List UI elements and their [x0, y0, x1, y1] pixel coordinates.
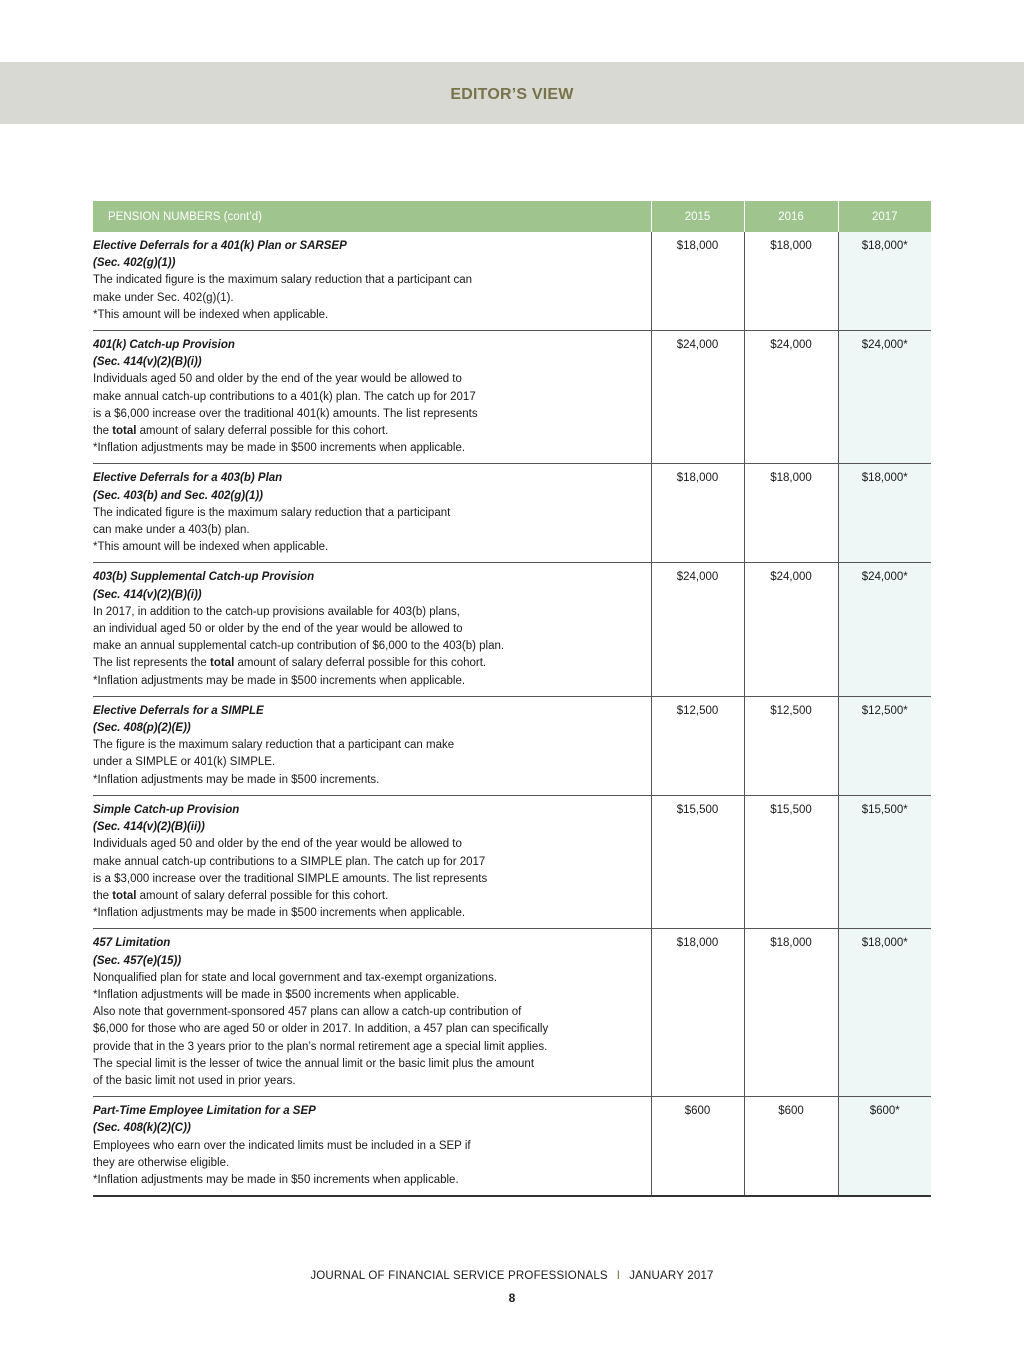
value-2015: $18,000: [651, 929, 744, 1097]
provision-text-line: make annual catch-up contributions to a SIMPLE plan. The catch up for 2017: [93, 855, 486, 868]
emphasis-total: total: [209, 657, 235, 670]
provision-text-line: In 2017, in addition to the catch-up provisions available for 403(b) plans,: [93, 605, 460, 618]
value-2016: $24,000: [744, 563, 838, 696]
column-header-2015: 2015: [651, 201, 744, 232]
table-row: [93, 929, 931, 1097]
provision-title-line: Part-Time Employee Limitation for a SEP: [93, 1105, 316, 1118]
page-footer: [0, 1270, 1024, 1282]
provision-text-line: an individual aged 50 or older by the end of the year would be allowed to: [93, 623, 463, 636]
footer-separator: I: [616, 1270, 621, 1282]
value-2016: $18,000: [744, 232, 838, 331]
provision-title-line: Elective Deferrals for a 401(k) Plan or SARSEP: [93, 240, 347, 252]
provision-title-line: 401(k) Catch-up Provision: [93, 339, 235, 352]
column-header-2016: 2016: [744, 201, 838, 232]
section-banner: [0, 62, 1024, 124]
provision-text-line: Employees who earn over the indicated limits must be included in a SEP if: [93, 1139, 471, 1152]
provision-text-line: The figure is the maximum salary reduction that a participant can make: [93, 739, 455, 752]
provision-text-line: Nonqualified plan for state and local government and tax-exempt organizations.: [93, 971, 498, 984]
column-header-2017: 2017: [838, 201, 931, 232]
pension-numbers-table: [93, 201, 931, 1197]
provision-title-line: 457 Limitation: [93, 937, 171, 950]
provision-text-line: the total amount of salary deferral possible for this cohort.: [93, 889, 389, 902]
emphasis-total: total: [112, 889, 137, 902]
provision-title-line: Elective Deferrals for a 403(b) Plan: [93, 472, 283, 485]
value-2017: $18,000*: [838, 464, 931, 563]
provision-title-line: Simple Catch-up Provision: [93, 803, 240, 816]
provision-title-line: (Sec. 403(b) and Sec. 402(g)(1)): [93, 489, 263, 502]
table-header-row: [93, 201, 931, 232]
provision-title-line: 403(b) Supplemental Catch-up Provision: [93, 571, 315, 584]
provision-title-line: (Sec. 402(g)(1)): [93, 257, 176, 270]
table-row: [93, 232, 931, 331]
provision-description: [93, 929, 651, 1097]
provision-text-line: Individuals aged 50 and older by the end of the year would be allowed to: [93, 838, 462, 851]
provision-text-line: of the basic limit not used in prior years.: [93, 1074, 296, 1087]
value-2015: $600: [651, 1097, 744, 1197]
value-2016: $15,500: [744, 795, 838, 928]
provision-text-line: Individuals aged 50 and older by the end of the year would be allowed to: [93, 373, 462, 386]
provision-text-line: *This amount will be indexed when applicable.: [93, 308, 329, 321]
provision-description: [93, 1097, 651, 1197]
table-row: [93, 696, 931, 795]
value-2016: $24,000: [744, 331, 838, 464]
column-header-label: PENSION NUMBERS (cont’d): [93, 201, 651, 232]
value-2017: $12,500*: [838, 696, 931, 795]
value-2015: $24,000: [651, 563, 744, 696]
provision-text-line: The list represents the total amount of salary deferral possible for this cohort.: [93, 657, 487, 670]
provision-text-line: under a SIMPLE or 401(k) SIMPLE.: [93, 756, 276, 769]
provision-text-line: The indicated figure is the maximum salary reduction that a participant can: [93, 274, 473, 287]
table-row: [93, 1097, 931, 1197]
provision-text-line: is a $6,000 increase over the traditional 401(k) amounts. The list represents: [93, 407, 478, 420]
provision-text-line: *Inflation adjustments may be made in $50 increments when applicable.: [93, 1173, 459, 1186]
provision-description: [93, 464, 651, 563]
provision-text-line: *This amount will be indexed when applicable.: [93, 541, 329, 554]
provision-text-line: the total amount of salary deferral possible for this cohort.: [93, 425, 389, 438]
value-2016: $18,000: [744, 464, 838, 563]
provision-title-line: (Sec. 414(v)(2)(B)(i)): [93, 356, 202, 369]
provision-description: [93, 795, 651, 928]
table-row: [93, 795, 931, 928]
provision-title-line: (Sec. 414(v)(2)(B)(ii)): [93, 821, 205, 834]
provision-text-line: make an annual supplemental catch-up contribution of $6,000 to the 403(b) plan.: [93, 640, 505, 653]
provision-text-line: they are otherwise eligible.: [93, 1156, 230, 1169]
provision-text-line: *Inflation adjustments may be made in $500 increments.: [93, 773, 380, 786]
table-row: [93, 464, 931, 563]
section-title: EDITOR’S VIEW: [450, 86, 574, 103]
value-2016: $600: [744, 1097, 838, 1197]
provision-title-line: Elective Deferrals for a SIMPLE: [93, 704, 264, 717]
value-2015: $24,000: [651, 331, 744, 464]
journal-name: JOURNAL OF FINANCIAL SERVICE PROFESSIONALS: [310, 1270, 608, 1282]
value-2016: $12,500: [744, 696, 838, 795]
value-2017: $18,000*: [838, 232, 931, 331]
provision-text-line: *Inflation adjustments will be made in $500 increments when applicable.: [93, 988, 460, 1001]
value-2016: $18,000: [744, 929, 838, 1097]
table-row: [93, 563, 931, 696]
value-2017: $15,500*: [838, 795, 931, 928]
table-row: [93, 331, 931, 464]
value-2017: $24,000*: [838, 563, 931, 696]
provision-description: [93, 563, 651, 696]
provision-text-line: make under Sec. 402(g)(1).: [93, 291, 234, 304]
provision-text-line: make annual catch-up contributions to a 401(k) plan. The catch up for 2017: [93, 390, 476, 403]
value-2017: $600*: [838, 1097, 931, 1197]
provision-text-line: The indicated figure is the maximum salary reduction that a participant: [93, 506, 451, 519]
provision-title-line: (Sec. 457(e)(15)): [93, 954, 182, 967]
value-2015: $15,500: [651, 795, 744, 928]
provision-description: [93, 696, 651, 795]
provision-description: [93, 331, 651, 464]
issue-date: JANUARY 2017: [629, 1270, 714, 1282]
value-2015: $12,500: [651, 696, 744, 795]
provision-text-line: provide that in the 3 years prior to the plan’s normal retirement age a special limit applies.: [93, 1040, 548, 1053]
value-2017: $18,000*: [838, 929, 931, 1097]
value-2017: $24,000*: [838, 331, 931, 464]
provision-text-line: *Inflation adjustments may be made in $500 increments when applicable.: [93, 907, 466, 920]
value-2015: $18,000: [651, 232, 744, 331]
value-2015: $18,000: [651, 464, 744, 563]
page-number: 8: [508, 1291, 516, 1305]
provision-title-line: (Sec. 414(v)(2)(B)(i)): [93, 588, 202, 601]
provision-text-line: Also note that government-sponsored 457 plans can allow a catch-up contribution of: [93, 1006, 522, 1019]
provision-text-line: can make under a 403(b) plan.: [93, 524, 250, 537]
emphasis-total: total: [112, 425, 137, 438]
provision-text-line: $6,000 for those who are aged 50 or older in 2017. In addition, a 457 plan can specifically: [93, 1023, 549, 1036]
provision-description: [93, 232, 651, 331]
provision-title-line: (Sec. 408(p)(2)(E)): [93, 722, 191, 735]
provision-text-line: The special limit is the lesser of twice the annual limit or the basic limit plus the amount: [93, 1057, 535, 1070]
provision-text-line: *Inflation adjustments may be made in $500 increments when applicable.: [93, 442, 466, 455]
provision-text-line: *Inflation adjustments may be made in $500 increments when applicable.: [93, 674, 466, 687]
provision-title-line: (Sec. 408(k)(2)(C)): [93, 1122, 191, 1135]
provision-text-line: is a $3,000 increase over the traditional SIMPLE amounts. The list represents: [93, 872, 488, 885]
